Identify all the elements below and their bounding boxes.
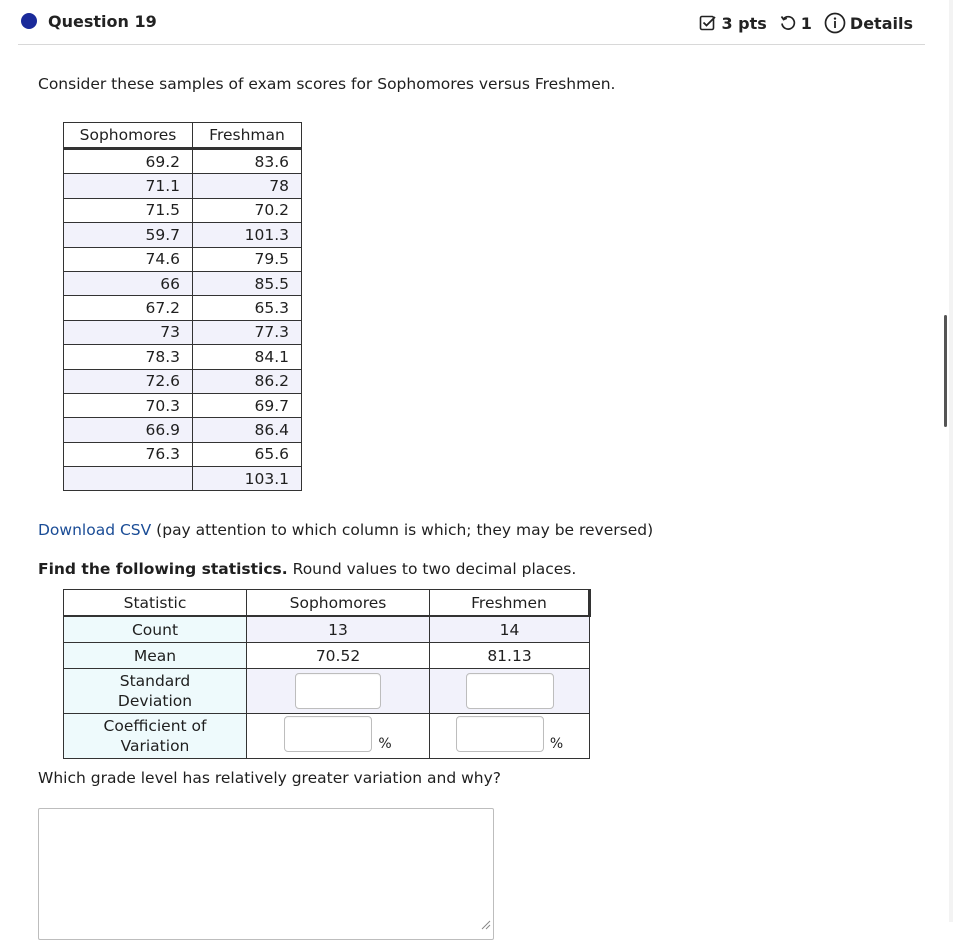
table-row	[64, 296, 302, 320]
attempts-count: 1	[800, 13, 812, 33]
table-row	[64, 223, 302, 247]
stats-header-sophomores: Sophomores	[247, 590, 430, 617]
data-header-sophomores: Sophomores	[64, 123, 193, 149]
scrollbar-thumb[interactable]	[944, 315, 947, 427]
sophomore-score: 59.7	[64, 223, 193, 247]
cv-sophomores-cell	[247, 714, 430, 759]
data-table-header-row	[64, 123, 302, 149]
count-label: Count	[64, 616, 247, 643]
resize-handle-icon[interactable]	[479, 915, 491, 927]
mean-freshmen: 81.13	[430, 643, 590, 669]
table-row	[64, 467, 302, 491]
sophomore-score: 67.2	[64, 296, 193, 320]
freshman-score: 65.3	[193, 296, 302, 320]
question-title: Question 19	[48, 12, 157, 31]
stats-row-sd	[64, 669, 590, 714]
sd-label-line-2: Deviation	[117, 692, 193, 710]
sd-label-line-1: Standard	[119, 672, 191, 690]
freshman-score: 103.1	[193, 467, 302, 491]
mean-sophomores: 70.52	[247, 643, 430, 669]
freshman-score: 86.2	[193, 369, 302, 393]
question-meta	[699, 12, 913, 34]
mean-label: Mean	[64, 643, 247, 669]
stats-row-mean	[64, 643, 590, 669]
csv-note: (pay attention to which column is which; they may be reversed)	[151, 521, 654, 539]
freshman-score: 79.5	[193, 247, 302, 271]
sd-sophomores-input[interactable]	[295, 673, 381, 709]
followup-question: Which grade level has relatively greater variation and why?	[38, 769, 501, 787]
sophomore-score	[64, 467, 193, 491]
download-csv-link[interactable]: Download CSV	[38, 521, 152, 539]
table-row	[64, 174, 302, 198]
freshman-score: 83.6	[193, 149, 302, 174]
data-header-freshman: Freshman	[193, 123, 302, 149]
stats-header-statistic: Statistic	[64, 590, 247, 617]
sophomore-score: 66	[64, 271, 193, 295]
question-prompt: Consider these samples of exam scores for Sophomores versus Freshmen.	[38, 75, 616, 93]
question-header	[18, 8, 925, 45]
table-row	[64, 418, 302, 442]
freshman-score: 70.2	[193, 198, 302, 222]
count-sophomores: 13	[247, 616, 430, 643]
table-row	[64, 345, 302, 369]
sophomore-score: 73	[64, 320, 193, 344]
cv-sophomores-input[interactable]	[284, 716, 372, 752]
sophomore-score: 70.3	[64, 393, 193, 417]
table-row	[64, 442, 302, 466]
cv-freshmen-cell	[430, 714, 590, 759]
sophomore-score: 69.2	[64, 149, 193, 174]
stats-header-row	[64, 590, 590, 617]
freshman-score: 85.5	[193, 271, 302, 295]
freshman-score: 78	[193, 174, 302, 198]
count-freshmen: 14	[430, 616, 590, 643]
sophomore-score: 76.3	[64, 442, 193, 466]
scores-data-table	[63, 122, 302, 491]
sophomore-score: 78.3	[64, 345, 193, 369]
instructions-bold: Find the following statistics.	[38, 560, 288, 578]
table-row	[64, 198, 302, 222]
percent-sign: %	[549, 736, 564, 752]
sd-freshmen-cell	[430, 669, 590, 714]
stats-header-freshmen: Freshmen	[430, 590, 590, 617]
statistics-table	[63, 589, 591, 759]
stats-row-count	[64, 616, 590, 643]
sophomore-score: 71.5	[64, 198, 193, 222]
percent-sign: %	[378, 736, 392, 752]
cv-label-line-1: Coefficient of	[103, 717, 207, 735]
freshman-score: 101.3	[193, 223, 302, 247]
sophomore-score: 66.9	[64, 418, 193, 442]
details-link[interactable]: Details	[849, 13, 913, 33]
freshman-score: 69.7	[193, 393, 302, 417]
cv-label	[64, 714, 247, 759]
info-icon[interactable]	[824, 12, 846, 34]
instructions-rest: Round values to two decimal places.	[287, 560, 577, 578]
table-row	[64, 320, 302, 344]
answer-textarea[interactable]	[38, 808, 494, 940]
instructions-line	[38, 560, 576, 578]
table-row	[64, 271, 302, 295]
table-row	[64, 369, 302, 393]
sd-freshmen-input[interactable]	[466, 673, 554, 709]
sd-label	[64, 669, 247, 714]
cv-label-line-2: Variation	[120, 737, 190, 755]
sd-sophomores-cell	[247, 669, 430, 714]
scrollbar-track	[949, 0, 953, 922]
stats-row-cv	[64, 714, 590, 759]
freshman-score: 65.6	[193, 442, 302, 466]
table-row	[64, 247, 302, 271]
table-row	[64, 393, 302, 417]
checkbox-icon	[699, 14, 717, 32]
table-row	[64, 149, 302, 174]
sophomore-score: 72.6	[64, 369, 193, 393]
freshman-score: 77.3	[193, 320, 302, 344]
question-status-dot	[21, 13, 37, 29]
cv-freshmen-input[interactable]	[456, 716, 544, 752]
points-label: 3 pts	[721, 13, 767, 33]
sophomore-score: 71.1	[64, 174, 193, 198]
freshman-score: 84.1	[193, 345, 302, 369]
sophomore-score: 74.6	[64, 247, 193, 271]
csv-line	[38, 521, 653, 539]
retry-icon[interactable]	[779, 14, 797, 32]
freshman-score: 86.4	[193, 418, 302, 442]
